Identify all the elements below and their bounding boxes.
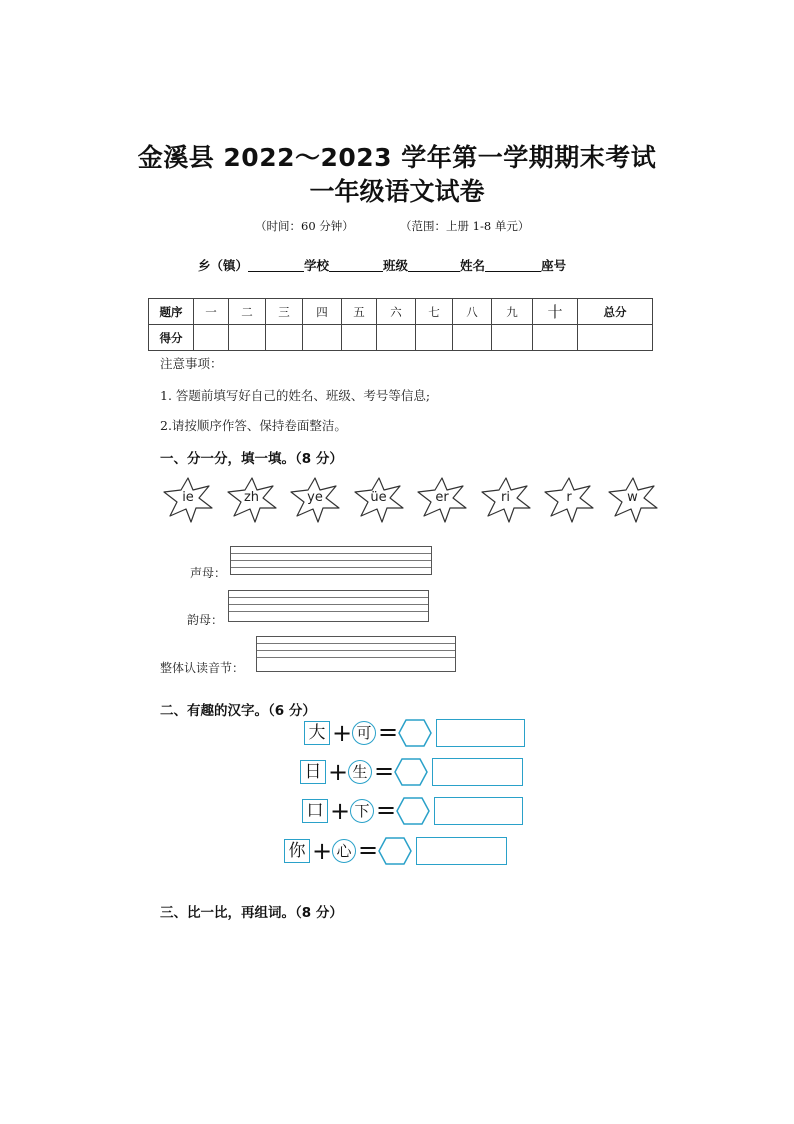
pinyin-star-label: w <box>627 490 638 505</box>
col-5: 五 <box>342 299 377 325</box>
yunmu-label: 韵母： <box>187 613 224 627</box>
col-2: 二 <box>229 299 266 325</box>
township-label: 乡（镇） <box>198 258 249 273</box>
score-cell[interactable] <box>416 325 453 351</box>
equals-sign: = <box>378 718 399 746</box>
col-4: 四 <box>303 299 342 325</box>
component-a-box: 日 <box>300 760 326 784</box>
row-label-order: 题序 <box>149 299 194 325</box>
exam-subtitle: 一年级语文试卷 <box>309 177 485 206</box>
hexagon-answer-icon[interactable] <box>396 797 430 825</box>
component-a-box: 大 <box>304 721 330 745</box>
pinyin-star <box>162 476 214 524</box>
score-cell[interactable] <box>342 325 377 351</box>
plus-sign: + <box>312 837 333 865</box>
yunmu-writing-lines[interactable] <box>228 590 429 622</box>
plus-sign: + <box>330 797 351 825</box>
class-blank[interactable] <box>408 258 460 272</box>
word-answer-box[interactable] <box>432 758 523 786</box>
pinyin-star-label: ri <box>501 490 510 505</box>
word-answer-box[interactable] <box>436 719 525 747</box>
score-cell[interactable] <box>377 325 416 351</box>
component-b-circle: 可 <box>352 721 376 745</box>
note-item-1: 1. 答题前填写好自己的姓名、班级、考号等信息; <box>160 388 431 403</box>
col-3: 三 <box>266 299 303 325</box>
score-cell[interactable] <box>453 325 492 351</box>
col-1: 一 <box>194 299 229 325</box>
row-label-score: 得分 <box>149 325 194 351</box>
col-9: 九 <box>492 299 533 325</box>
plus-sign: + <box>328 758 349 786</box>
score-table-header-row <box>149 299 653 325</box>
pinyin-star <box>607 476 659 524</box>
township-blank[interactable] <box>248 258 304 272</box>
pinyin-star <box>353 476 405 524</box>
score-cell[interactable] <box>229 325 266 351</box>
pinyin-star-label: üe <box>370 490 387 505</box>
pinyin-star-label: r <box>566 490 572 505</box>
col-6: 六 <box>377 299 416 325</box>
hexagon-answer-icon[interactable] <box>394 758 428 786</box>
class-label: 班级 <box>383 258 409 273</box>
pinyin-star <box>416 476 468 524</box>
component-a-box: 你 <box>284 839 310 863</box>
zhengti-label: 整体认读音节： <box>160 661 245 675</box>
plus-sign: + <box>332 719 353 747</box>
notes-heading: 注意事项： <box>160 356 223 371</box>
score-table <box>148 298 653 351</box>
component-b-circle: 生 <box>348 760 372 784</box>
score-cell[interactable] <box>492 325 533 351</box>
name-label: 姓名 <box>460 258 486 273</box>
pinyin-star <box>226 476 278 524</box>
school-label: 学校 <box>304 258 330 273</box>
pinyin-star <box>543 476 595 524</box>
score-table-score-row <box>149 325 653 351</box>
student-info-line <box>198 256 566 274</box>
score-cell[interactable] <box>303 325 342 351</box>
pinyin-star <box>289 476 341 524</box>
pinyin-star-label: er <box>435 490 449 505</box>
section3-heading: 三、比一比，再组词。（8 分） <box>160 905 343 921</box>
pinyin-star-label: ye <box>307 490 323 505</box>
hexagon-answer-icon[interactable] <box>378 837 412 865</box>
col-total: 总分 <box>578 299 653 325</box>
zhengti-writing-lines[interactable] <box>256 636 456 672</box>
hexagon-answer-icon[interactable] <box>398 719 432 747</box>
score-cell[interactable] <box>533 325 578 351</box>
word-answer-box[interactable] <box>416 837 507 865</box>
col-10: 十 <box>533 299 578 325</box>
component-a-box: 口 <box>302 799 328 823</box>
section2-heading: 二、有趣的汉字。（6 分） <box>160 703 316 719</box>
col-7: 七 <box>416 299 453 325</box>
component-b-circle: 下 <box>350 799 374 823</box>
shengmu-writing-lines[interactable] <box>230 546 432 575</box>
note-item-2: 2.请按顺序作答、保持卷面整洁。 <box>160 418 347 433</box>
score-cell[interactable] <box>266 325 303 351</box>
word-answer-box[interactable] <box>434 797 523 825</box>
exam-scope: （范围：上册 1-8 单元） <box>400 219 530 233</box>
exam-time: （时间：60 分钟） <box>255 219 354 233</box>
seat-label: 座号 <box>541 258 567 273</box>
pinyin-star <box>480 476 532 524</box>
school-blank[interactable] <box>329 258 383 272</box>
equals-sign: = <box>374 757 395 785</box>
score-cell[interactable] <box>194 325 229 351</box>
pinyin-star-label: zh <box>243 490 260 505</box>
col-8: 八 <box>453 299 492 325</box>
component-b-circle: 心 <box>332 839 356 863</box>
exam-title: 金溪县 2022～2023 学年第一学期期末考试 <box>137 143 657 172</box>
score-cell-total[interactable] <box>578 325 653 351</box>
equals-sign: = <box>358 836 379 864</box>
name-blank[interactable] <box>485 258 541 272</box>
section1-heading: 一、分一分，填一填。（8 分） <box>160 451 343 467</box>
shengmu-label: 声母： <box>190 566 227 580</box>
equals-sign: = <box>376 796 397 824</box>
pinyin-star-label: ie <box>182 490 194 505</box>
